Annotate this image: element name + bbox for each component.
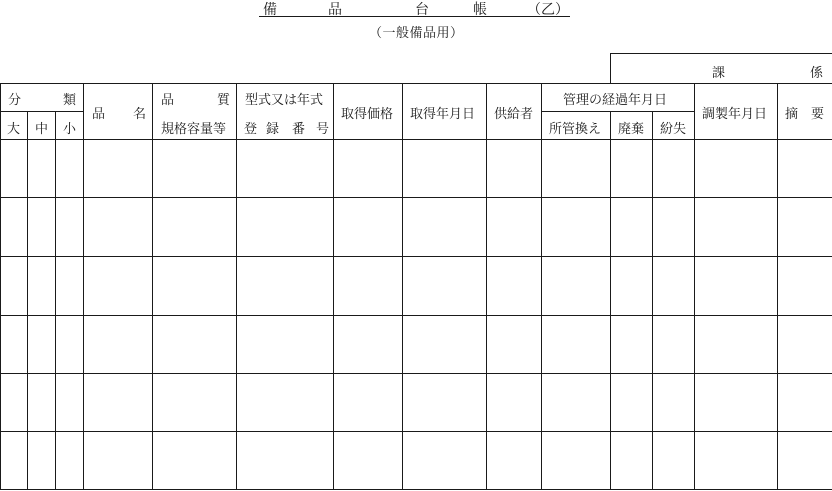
row-line [0,431,832,432]
header-shokan: 所管換え [549,122,602,137]
header-toroku-char-1: 登 [244,122,258,137]
col-line-katashiki [333,83,334,490]
section-label-kakari: 係 [810,66,824,81]
header-toroku-char-2: 録 [266,122,280,137]
ledger-title [259,0,570,17]
header-divider-bunrui [0,111,83,112]
row-line [0,197,832,198]
title-char-1: 備 [263,2,277,18]
col-line-chosei [777,83,778,490]
header-dai: 大 [7,122,21,137]
header-nengappi: 取得年月日 [410,107,476,122]
table-border-top [0,83,832,84]
header-hinshitsu-char-1: 品 [161,93,175,108]
col-line-kakaku [402,83,403,490]
header-chosei: 調製年月日 [702,107,768,122]
header-tekiyo-char-2: 要 [811,107,825,122]
col-line-bunrui [83,83,84,490]
header-kikaku: 規格容量等 [161,122,227,137]
ledger-subtitle: （一般備品用） [369,26,464,41]
header-hinmei-char-1: 品 [92,107,106,122]
header-tekiyo-char-1: 摘 [785,107,799,122]
header-bunrui-char-2: 類 [63,93,77,108]
title-suffix: （乙） [527,2,569,18]
row-line [0,256,832,257]
col-line-haiki [652,111,653,490]
col-line-chu [55,111,56,490]
col-line-hinshitsu [236,83,237,490]
col-line-kyokyu [541,83,542,490]
title-char-4: 帳 [473,2,487,18]
col-line-hinmei [152,83,153,490]
row-line [0,315,832,316]
header-bunrui-char-1: 分 [8,93,22,108]
title-char-2: 品 [328,2,342,18]
table-border-left [0,83,1,490]
header-kakaku: 取得価格 [341,107,394,122]
col-line-shokan [610,111,611,490]
header-chu: 中 [35,122,49,137]
header-toroku-char-3: 番 [292,122,306,137]
header-haiki: 廃棄 [618,122,645,137]
header-sho: 小 [63,122,77,137]
header-katashiki: 型式又は年式 [245,93,324,108]
header-kyokyu: 供給者 [494,107,534,122]
table-border-bottom [0,489,832,490]
header-divider-kanri [541,111,694,112]
col-line-kanri [694,83,695,490]
header-bottom-line [0,139,832,140]
header-hinshitsu-char-2: 質 [217,93,231,108]
header-funshitsu: 紛失 [660,122,687,137]
title-char-3: 台 [415,2,429,18]
header-kanri: 管理の経過年月日 [563,93,668,108]
section-box [610,53,832,83]
header-hinmei-char-2: 名 [133,107,147,122]
header-toroku-char-4: 号 [316,122,330,137]
section-label-ka: 課 [712,66,726,81]
col-line-dai [27,111,28,490]
col-line-nengappi [486,83,487,490]
row-line [0,373,832,374]
